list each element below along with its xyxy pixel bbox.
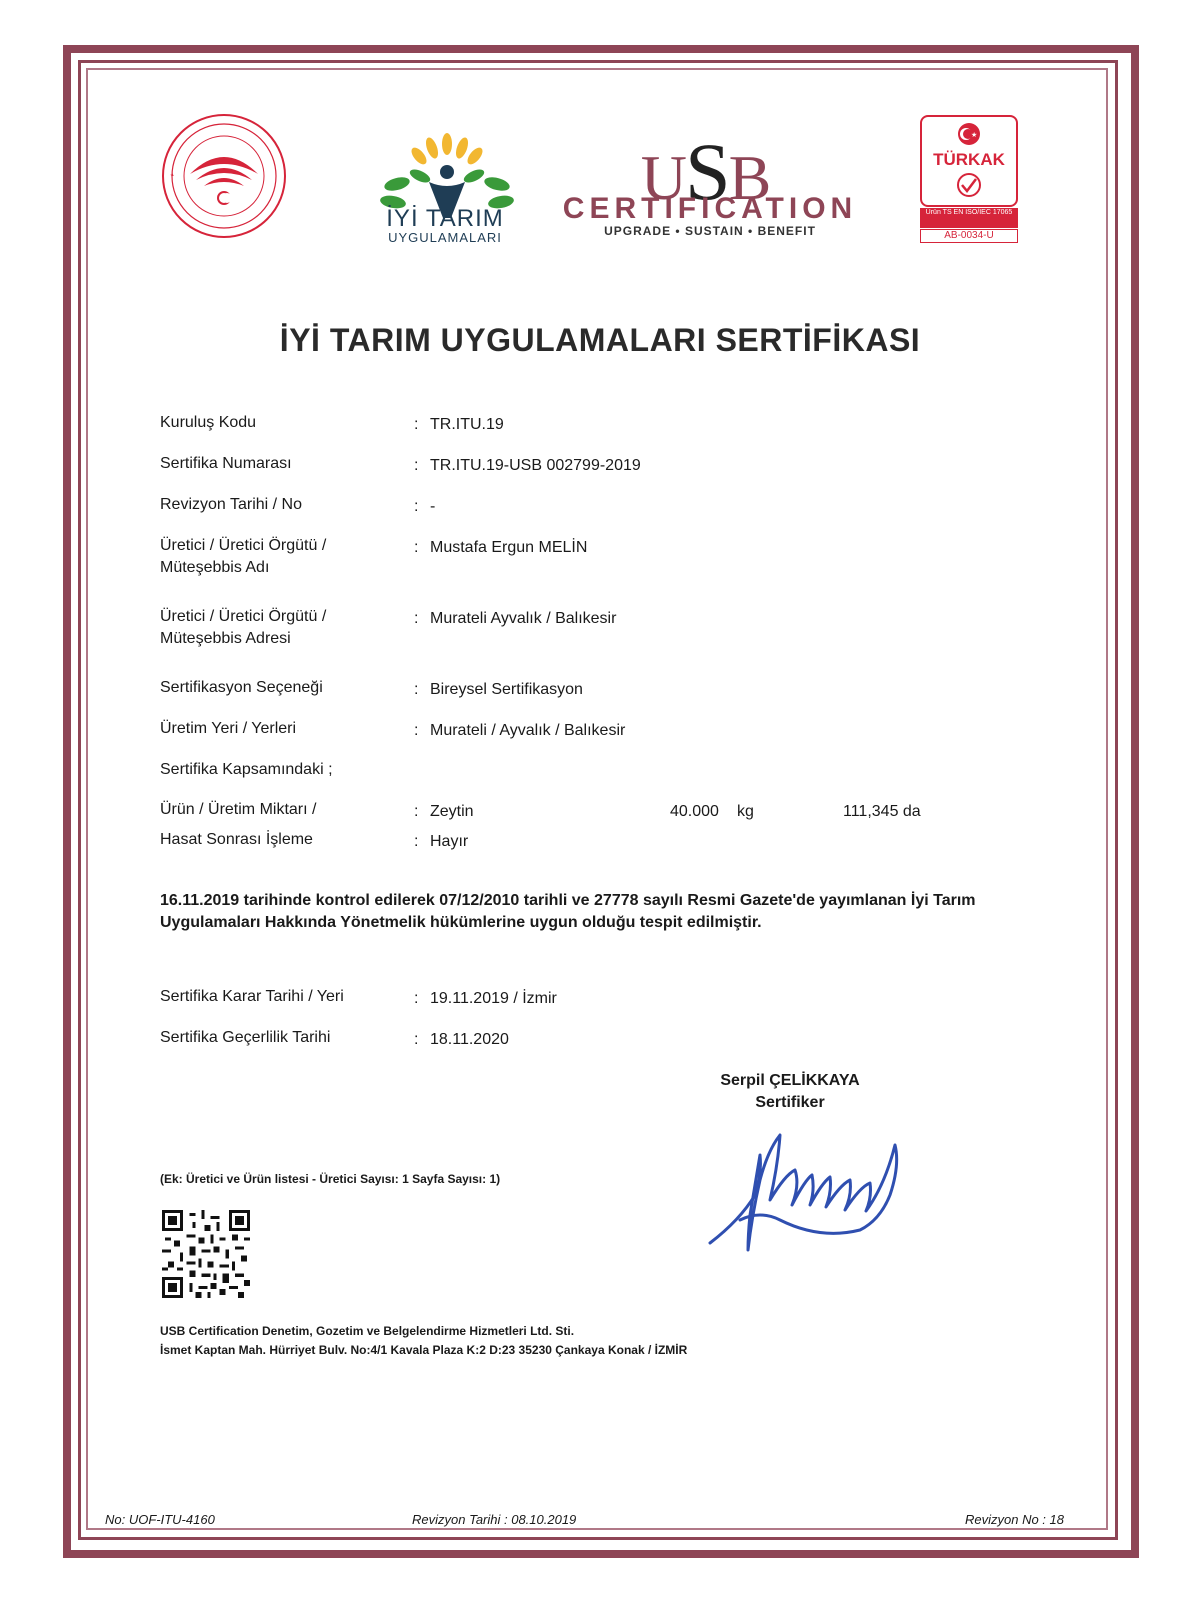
turkak-accreditation-code: AB-0034-U [920, 229, 1018, 243]
producer-address-label-line1: Üretici / Üretici Örgütü / [160, 608, 327, 625]
cert-option-value: Bireysel Sertifikasyon [430, 681, 583, 698]
company-name: USB Certification Denetim, Gozetim ve Belgelendirme Hizmetleri Ltd. Sti. [160, 1324, 575, 1338]
producer-name-label-line1: Üretici / Üretici Örgütü / [160, 537, 327, 554]
revision-label: Revizyon Tarihi / No [160, 496, 302, 513]
production-site-colon: : [414, 722, 419, 739]
revision-value: - [430, 498, 436, 515]
usb-certification-text: CERTIFICATION [562, 192, 858, 225]
cert-option-colon: : [414, 681, 419, 698]
producer-name-label-line2: Müteşebbis Adı [160, 559, 270, 576]
cert-no-colon: : [414, 457, 419, 474]
producer-name-colon: : [414, 539, 419, 556]
production-site-value: Murateli / Ayvalık / Balıkesir [430, 722, 626, 739]
decision-value: 19.11.2019 / İzmir [430, 990, 557, 1007]
product-unit: kg [737, 803, 754, 820]
statement-line-2: Uygulamaları Hakkında Yönetmelik hükümlerine uygun olduğu tespit edilmiştir. [160, 914, 762, 931]
producer-address-colon: : [414, 610, 419, 627]
svg-text:✦: ✦ [170, 172, 177, 179]
cert-option-label: Sertifikasyon Seçeneği [160, 679, 323, 696]
product-area: 111,345 da [843, 803, 921, 820]
footer-revision-date: Revizyon Tarihi : 08.10.2019 [412, 1512, 577, 1527]
qr-code-icon [162, 1210, 250, 1298]
org-code-colon: : [414, 416, 419, 433]
usb-letter-b: B [728, 142, 770, 213]
issuer-company-info [160, 1322, 687, 1360]
usb-tagline: UPGRADE • SUSTAIN • BENEFIT [604, 224, 816, 238]
org-code-value: TR.ITU.19 [430, 416, 504, 433]
turkak-crescent-icon [953, 120, 985, 148]
iyi-tarim-subtitle: UYGULAMALARI [388, 230, 502, 245]
compliance-statement [160, 890, 1000, 934]
product-amount: 40.000 [670, 803, 719, 820]
cert-no-value: TR.ITU.19-USB 002799-2019 [430, 457, 641, 474]
scope-label: Sertifika Kapsamındaki ; [160, 761, 333, 778]
decision-colon: : [414, 990, 419, 1007]
company-address: İsmet Kaptan Mah. Hürriyet Bulv. No:4/1 Kavala Plaza K:2 D:23 35230 Çankaya Konak / İZMİR [160, 1343, 688, 1357]
footer-doc-no: No: UOF-ITU-4160 [105, 1512, 215, 1527]
svg-text:★: ★ [971, 132, 978, 139]
validity-value: 18.11.2020 [430, 1031, 509, 1048]
usb-letter-s: S [684, 126, 729, 217]
post-harvest-label: Hasat Sonrası İşleme [160, 831, 313, 848]
producer-address-label-line2: Müteşebbis Adresi [160, 630, 291, 647]
turkak-name: TÜRKAK [933, 150, 1005, 169]
ministry-seal-logo [160, 112, 288, 240]
product-colon: : [414, 803, 419, 820]
validity-colon: : [414, 1031, 419, 1048]
signer-block [700, 1070, 880, 1114]
annex-note: (Ek: Üretici ve Ürün listesi - Üretici Sayısı: 1 Sayfa Sayısı: 1) [160, 1172, 501, 1186]
footer-revision-no: Revizyon No : 18 [965, 1512, 1064, 1527]
production-site-label: Üretim Yeri / Yerleri [160, 720, 297, 737]
producer-name-value: Mustafa Ergun MELİN [430, 539, 588, 556]
usb-letter-u: U [640, 142, 685, 213]
producer-address-value: Murateli Ayvalık / Balıkesir [430, 610, 617, 627]
turkak-standard-band: Ürün TS EN ISO/IEC 17065 [920, 208, 1018, 228]
post-harvest-colon: : [414, 833, 419, 850]
signer-name: Serpil ÇELİKKAYA [720, 1072, 860, 1089]
org-code-label: Kuruluş Kodu [160, 414, 257, 431]
product-label: Ürün / Üretim Miktarı / [160, 801, 317, 818]
cert-no-label: Sertifika Numarası [160, 455, 292, 472]
decision-label: Sertifika Karar Tarihi / Yeri [160, 988, 344, 1005]
post-harvest-value: Hayır [430, 833, 469, 850]
signer-role: Sertifiker [755, 1094, 825, 1111]
certificate-title: İYİ TARIM UYGULAMALARI SERTİFİKASI [279, 322, 921, 358]
product-value: Zeytin [430, 803, 474, 820]
validity-label: Sertifika Geçerlilik Tarihi [160, 1029, 331, 1046]
signature-image [700, 1125, 910, 1260]
revision-colon: : [414, 498, 419, 515]
iyi-tarim-name: İYİ TARIM [386, 205, 504, 232]
turkak-check-icon [953, 172, 985, 200]
statement-line-1: 16.11.2019 tarihinde kontrol edilerek 07/12/2010 tarihli ve 27778 sayılı Resmi Gazete'de yayımlanan İyi Tarım [160, 892, 976, 909]
